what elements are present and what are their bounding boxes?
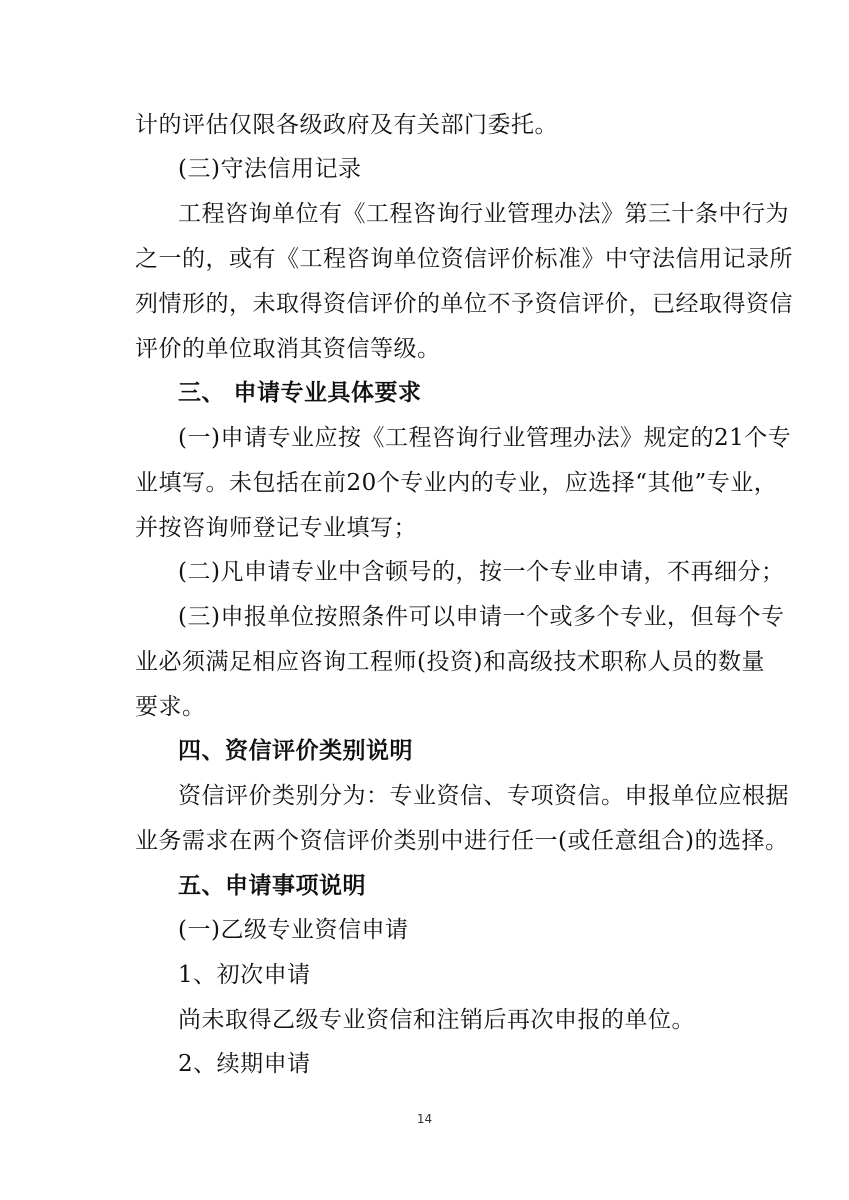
text-line: 业务需求在两个资信评价类别中进行任一(或任意组合)的选择。	[135, 828, 789, 854]
text-line: 尚未取得乙级专业资信和注销后再次申报的单位。	[178, 1007, 695, 1033]
text-line: 之一的，或有《工程咨询单位资信评价标准》中守法信用记录所	[135, 246, 793, 272]
subsection-heading: (一)乙级专业资信申请	[178, 917, 409, 943]
text-line: 业填写。未包括在前20个专业内的专业，应选择“其他”专业，	[135, 470, 778, 496]
text-line: (一)申请专业应按《工程咨询行业管理办法》规定的21个专	[178, 425, 792, 451]
text-line: 工程咨询单位有《工程咨询行业管理办法》第三十条中行为	[178, 201, 789, 227]
text-line: 评价的单位取消其资信等级。	[135, 336, 441, 362]
text-line: 资信评价类别分为：专业资信、专项资信。申报单位应根据	[178, 783, 789, 809]
text-line: 业必须满足相应咨询工程师(投资)和高级技术职称人员的数量	[135, 649, 765, 675]
text-line: (二)凡申请专业中含顿号的，按一个专业申请，不再细分；	[178, 559, 785, 585]
item-heading: 2、续期申请	[178, 1051, 311, 1077]
section-heading: 三、 申请专业具体要求	[178, 380, 422, 406]
text-line: (三)申报单位按照条件可以申请一个或多个专业，但每个专	[178, 604, 785, 630]
section-heading: 五、申请事项说明	[178, 873, 366, 899]
text-line: 要求。	[135, 694, 206, 720]
text-line: 计的评估仅限各级政府及有关部门委托。	[135, 112, 558, 138]
item-heading: 1、初次申请	[178, 962, 311, 988]
text-line: 并按咨询师登记专业填写；	[135, 515, 417, 541]
section-heading: 四、资信评价类别说明	[178, 738, 413, 764]
page-number: 14	[416, 1112, 433, 1126]
subsection-heading: (三)守法信用记录	[178, 156, 362, 182]
text-line: 列情形的，未取得资信评价的单位不予资信评价，已经取得资信	[135, 291, 793, 317]
